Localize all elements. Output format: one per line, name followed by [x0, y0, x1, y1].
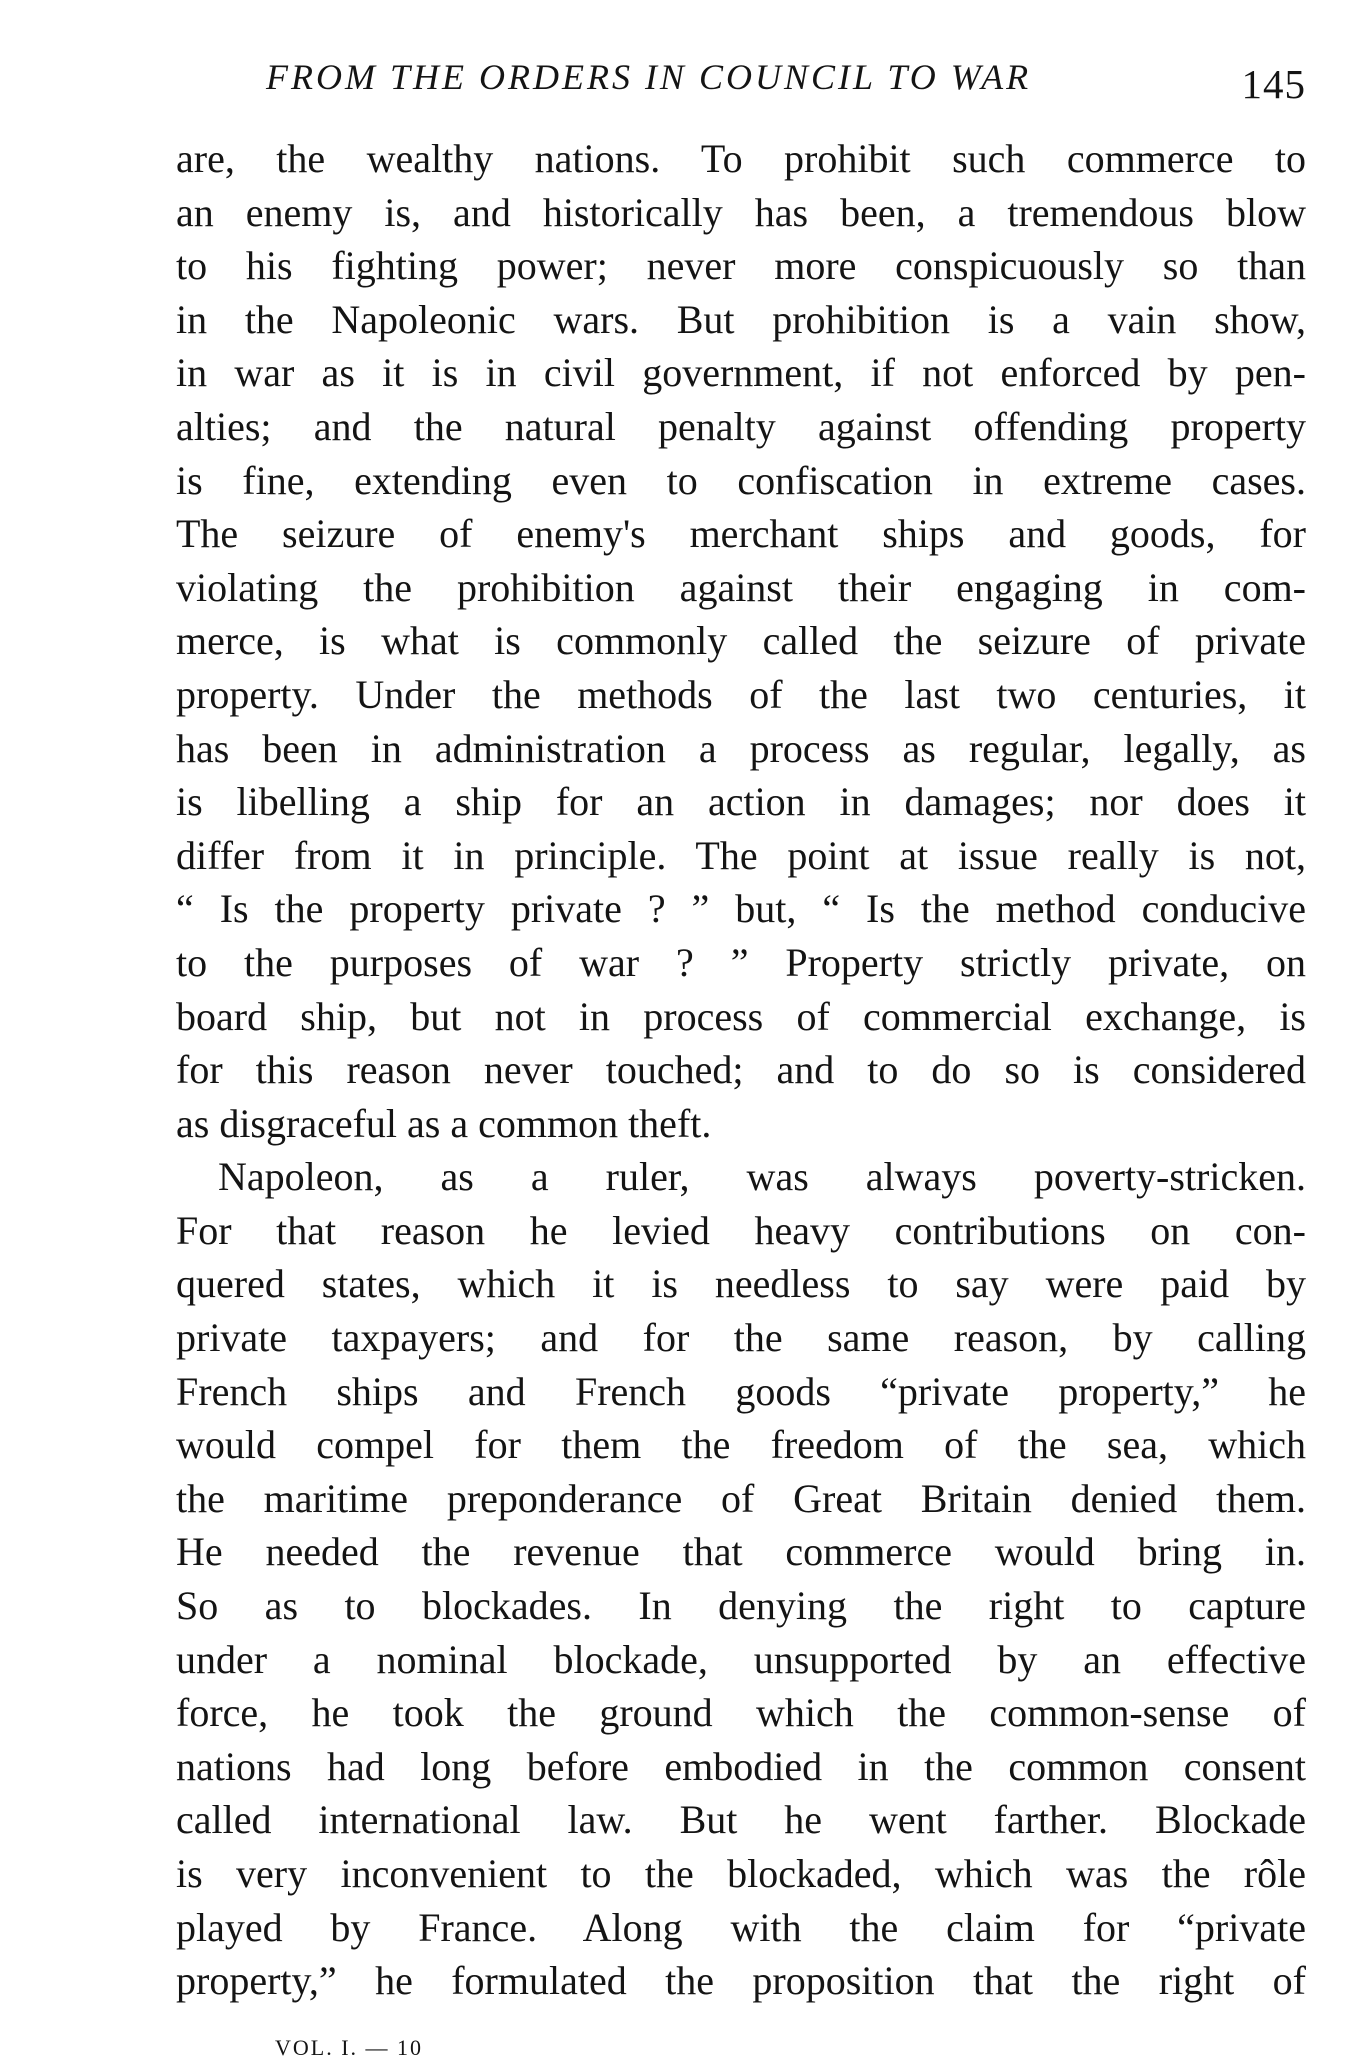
text-line: to the purposes of war ? ” Property strictly private, on — [176, 939, 1306, 985]
text-line: is very inconvenient to the blockaded, which was the rôle — [176, 1851, 1306, 1896]
text-line: nations had long before embodied in the common consent — [176, 1743, 1306, 1789]
text-line: For that reason he levied heavy contributions on con- — [176, 1207, 1306, 1253]
text-line: “ Is the property private ? ” but, “ Is the method conducive — [176, 886, 1306, 932]
page-header — [176, 48, 1306, 108]
text-line: called international law. But he went farther. Blockade — [176, 1797, 1306, 1843]
text-line: property. Under the methods of the last two centuries, it — [176, 671, 1306, 717]
text-line: are, the wealthy nations. To prohibit such commerce to — [176, 136, 1306, 181]
paragraph-1 — [176, 132, 1306, 1150]
text-line: alties; and the natural penalty against offending property — [176, 403, 1306, 449]
text-line: as disgraceful as a common theft. — [176, 1100, 712, 1146]
text-line: to his fighting power; never more conspicuously so than — [176, 243, 1306, 289]
text-line: force, he took the ground which the common-sense of — [176, 1690, 1306, 1736]
text-line: an enemy is, and historically has been, a tremendous blow — [176, 189, 1306, 235]
text-line: is fine, extending even to confiscation in extreme cases. — [176, 457, 1306, 503]
text-line: violating the prohibition against their engaging in com- — [176, 564, 1306, 610]
text-line: in the Napoleonic wars. But prohibition is a vain show, — [176, 296, 1306, 342]
text-line: for this reason never touched; and to do so is considered — [176, 1047, 1306, 1093]
text-line: differ from it in principle. The point at issue really is not, — [176, 832, 1306, 878]
text-line: is libelling a ship for an action in damages; nor does it — [176, 779, 1306, 825]
text-line: French ships and French goods “private property,” he — [176, 1368, 1306, 1414]
body-text — [176, 132, 1306, 2008]
text-line: in war as it is in civil government, if not enforced by pen- — [176, 350, 1306, 396]
text-line: He needed the revenue that commerce would bring in. — [176, 1529, 1306, 1575]
text-line: merce, is what is commonly called the seizure of private — [176, 618, 1306, 664]
text-line: So as to blockades. In denying the right to capture — [176, 1583, 1306, 1629]
text-line: board ship, but not in process of commercial exchange, is — [176, 993, 1306, 1039]
text-line: would compel for them the freedom of the sea, which — [176, 1422, 1306, 1468]
text-line: under a nominal blockade, unsupported by an effective — [176, 1636, 1306, 1682]
text-line: private taxpayers; and for the same reason, by calling — [176, 1315, 1306, 1361]
text-line: Napoleon, as a ruler, was always poverty-stricken. — [218, 1154, 1306, 1200]
page-number: 145 — [1241, 61, 1306, 107]
signature-mark: VOL. I. — 10 — [275, 2035, 424, 2060]
running-title: FROM THE ORDERS IN COUNCIL TO WAR — [266, 57, 1032, 97]
text-line: the maritime preponderance of Great Britain denied them. — [176, 1475, 1306, 1521]
text-line: played by France. Along with the claim for “private — [176, 1904, 1306, 1950]
text-line: quered states, which it is needless to say were paid by — [176, 1261, 1306, 1307]
text-line: has been in administration a process as regular, legally, as — [176, 725, 1306, 771]
paragraph-2 — [176, 1150, 1306, 2008]
text-line: property,” he formulated the proposition that the right of — [176, 1958, 1306, 2004]
text-line: The seizure of enemy's merchant ships and goods, for — [176, 511, 1306, 557]
